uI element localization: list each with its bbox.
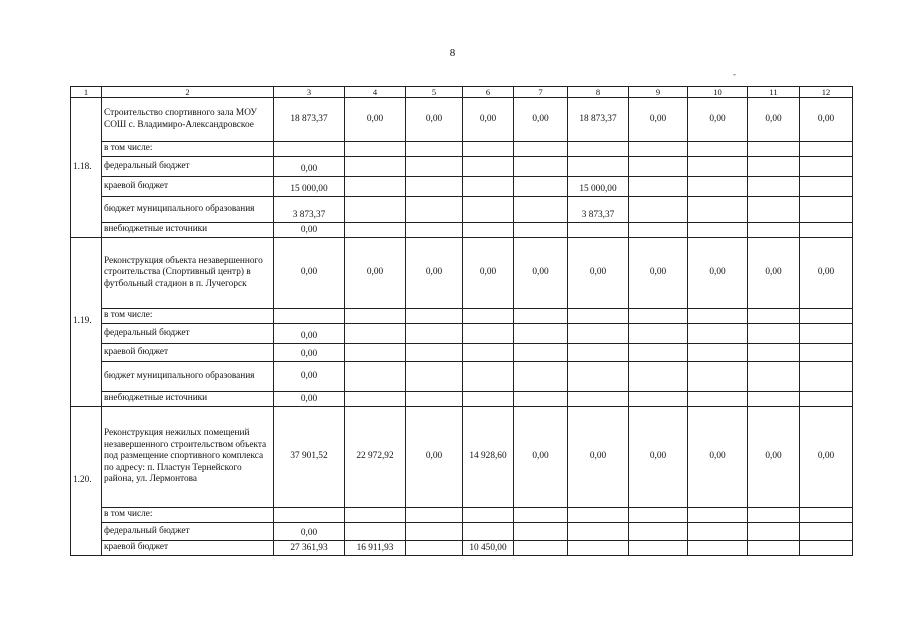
value-cell: 27 361,93 [274, 541, 345, 556]
value-cell: 22 972,92 [345, 407, 406, 508]
value-cell [463, 197, 514, 223]
value-cell: 0,00 [800, 238, 853, 309]
budget-source-row [71, 541, 853, 556]
source-label: внебюджетные источники [102, 392, 274, 407]
value-cell [345, 197, 406, 223]
budget-source-row [71, 223, 853, 238]
column-number: 8 [568, 87, 629, 98]
budget-source-row [71, 344, 853, 362]
source-label: бюджет муниципального образования [102, 197, 274, 223]
project-row [71, 98, 853, 142]
column-number: 6 [463, 87, 514, 98]
including-label: в том числе: [102, 142, 274, 157]
value-cell: 0,00 [274, 324, 345, 344]
source-label: бюджет муниципального образования [102, 362, 274, 392]
budget-source-row [71, 157, 853, 177]
including-row [71, 508, 853, 523]
source-label: федеральный бюджет [102, 523, 274, 541]
value-cell: 0,00 [748, 98, 800, 142]
value-cell: 0,00 [568, 238, 629, 309]
value-cell: 0,00 [406, 407, 463, 508]
value-cell [463, 157, 514, 177]
total-value: 18 873,37 [274, 98, 345, 142]
total-value: 37 901,52 [274, 407, 345, 508]
item-index: 1.20. [71, 407, 102, 556]
page-number: 8 [449, 47, 456, 59]
budget-source-row [71, 392, 853, 407]
column-number: 9 [629, 87, 688, 98]
budget-source-row [71, 197, 853, 223]
including-label: в том числе: [102, 508, 274, 523]
project-row [71, 407, 853, 508]
budget-source-row [71, 523, 853, 541]
column-numbers-row [71, 87, 853, 98]
including-row [71, 309, 853, 324]
total-value: 0,00 [274, 238, 345, 309]
column-number: 4 [345, 87, 406, 98]
value-cell: 0,00 [274, 344, 345, 362]
value-cell: 0,00 [274, 223, 345, 238]
value-cell: 0,00 [406, 98, 463, 142]
source-label: краевой бюджет [102, 541, 274, 556]
source-label: федеральный бюджет [102, 157, 274, 177]
column-number: 2 [102, 87, 274, 98]
value-cell: 0,00 [274, 157, 345, 177]
budget-table [70, 86, 853, 556]
value-cell: 0,00 [629, 407, 688, 508]
column-number: 11 [748, 87, 800, 98]
value-cell [568, 157, 629, 177]
value-cell: 0,00 [274, 392, 345, 407]
budget-source-row [71, 177, 853, 197]
column-number: 1 [71, 87, 102, 98]
project-row [71, 238, 853, 309]
column-number: 5 [406, 87, 463, 98]
value-cell [463, 177, 514, 197]
including-row [71, 142, 853, 157]
value-cell: 15 000,00 [568, 177, 629, 197]
source-label: краевой бюджет [102, 344, 274, 362]
value-cell: 0,00 [463, 98, 514, 142]
value-cell: 0,00 [514, 407, 568, 508]
value-cell: 0,00 [688, 238, 748, 309]
value-cell: 0,00 [345, 98, 406, 142]
column-number: 10 [688, 87, 748, 98]
budget-source-row [71, 324, 853, 344]
value-cell [345, 523, 406, 541]
value-cell [345, 177, 406, 197]
source-label: краевой бюджет [102, 177, 274, 197]
source-label: федеральный бюджет [102, 324, 274, 344]
value-cell: 14 928,60 [463, 407, 514, 508]
project-name: Реконструкция объекта незавершенного строительства (Спортивный центр) в футбольный стадион в п. Лучегорск [102, 238, 274, 309]
item-index: 1.18. [71, 98, 102, 238]
value-cell: 0,00 [274, 523, 345, 541]
value-cell: 0,00 [463, 238, 514, 309]
value-cell: 0,00 [629, 98, 688, 142]
including-label: в том числе: [102, 309, 274, 324]
value-cell: 0,00 [748, 407, 800, 508]
value-cell: 15 000,00 [274, 177, 345, 197]
value-cell: 16 911,93 [345, 541, 406, 556]
column-number: 7 [514, 87, 568, 98]
value-cell [463, 223, 514, 238]
value-cell [345, 223, 406, 238]
value-cell: 0,00 [748, 238, 800, 309]
value-cell: 0,00 [629, 238, 688, 309]
value-cell: 0,00 [800, 98, 853, 142]
value-cell: 0,00 [406, 238, 463, 309]
value-cell: 0,00 [345, 238, 406, 309]
column-number: 12 [800, 87, 853, 98]
value-cell: 18 873,37 [568, 98, 629, 142]
project-name: Строительство спортивного зала МОУ СОШ с. Владимиро-Александровское [102, 98, 274, 142]
value-cell: 0,00 [274, 362, 345, 392]
value-cell: 0,00 [514, 238, 568, 309]
value-cell: 0,00 [800, 407, 853, 508]
value-cell [463, 523, 514, 541]
value-cell: 0,00 [514, 98, 568, 142]
value-cell: 0,00 [568, 407, 629, 508]
value-cell: 0,00 [688, 407, 748, 508]
item-index: 1.19. [71, 238, 102, 407]
value-cell: 0,00 [688, 98, 748, 142]
column-number: 3 [274, 87, 345, 98]
value-cell: 3 873,37 [568, 197, 629, 223]
source-label: внебюджетные источники [102, 223, 274, 238]
value-cell [345, 157, 406, 177]
budget-source-row [71, 362, 853, 392]
value-cell: 3 873,37 [274, 197, 345, 223]
value-cell: 10 450,00 [463, 541, 514, 556]
value-cell [568, 223, 629, 238]
scan-mark: - [733, 69, 736, 79]
project-name: Реконструкция нежилых помещений незавершенного строительством объекта под размещение спортивного комплекса по адресу: п. Пластун Тернейского района, ул. Лермонтова [102, 407, 274, 508]
